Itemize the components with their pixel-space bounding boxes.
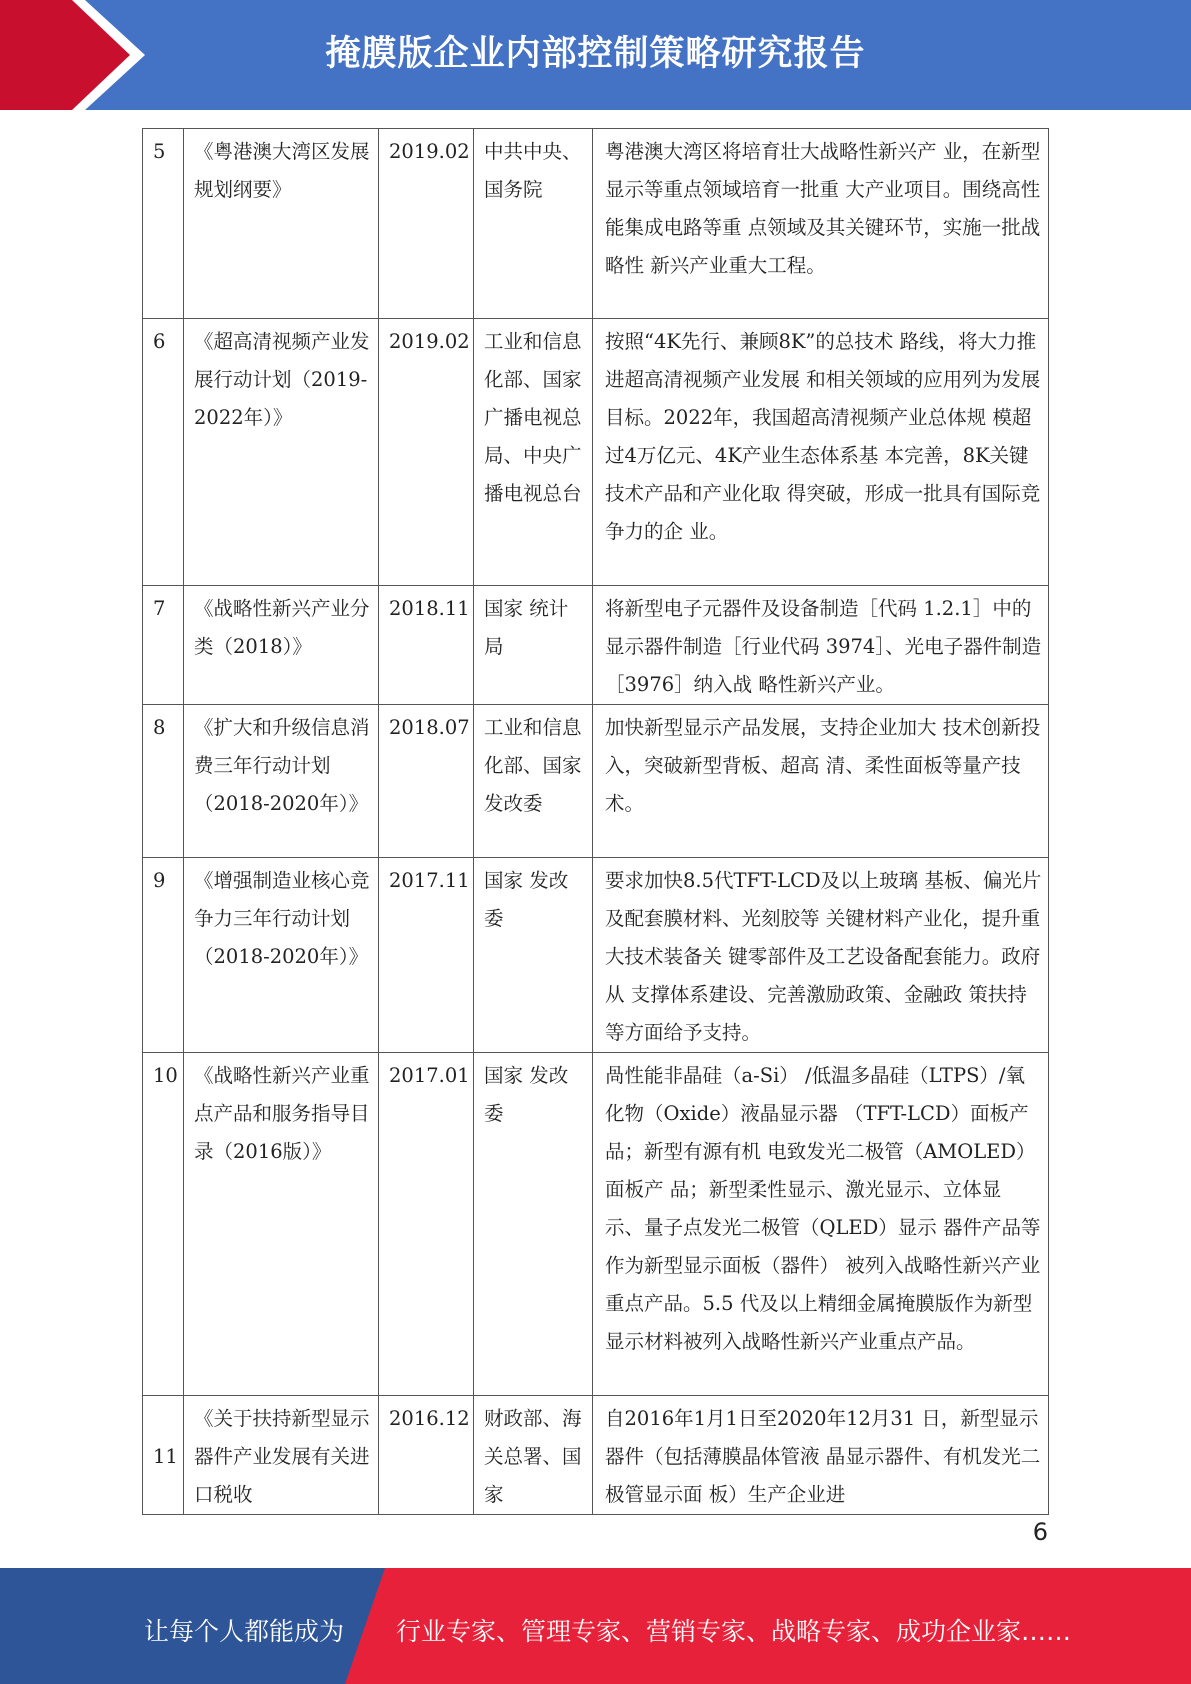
policy-content: 要求加快8.5代TFT-LCD及以上玻璃 基板、偏光片及配套膜材料、光刻胶等 关键材料产业化，提升重大技术装备关 键零部件及工艺设备配套能力。政府从 支撑体系建设、完善激励政策、金融政 策扶持等方面给予支持。: [593, 858, 1049, 1053]
policy-date: 2017.11: [379, 858, 474, 1053]
policy-table: [142, 128, 1049, 1515]
row-number: 9: [143, 858, 184, 1053]
policy-date: 2017.01: [379, 1053, 474, 1396]
policy-name: 《关于扶持新型显示器件产业发展有关进口税收: [184, 1396, 379, 1515]
table-row: [143, 1053, 1049, 1396]
table-row: [143, 319, 1049, 586]
row-number: 11: [143, 1396, 184, 1515]
footer-slogan-left: 让每个人都能成为: [144, 1617, 345, 1646]
table-row: [143, 129, 1049, 319]
policy-name: 《战略性新兴产业分类（2018）》: [184, 586, 379, 705]
row-number: 5: [143, 129, 184, 319]
table-row: [143, 858, 1049, 1053]
row-number: 10: [143, 1053, 184, 1396]
table-row: [143, 586, 1049, 705]
policy-issuer: 国家 统计局: [474, 586, 593, 705]
policy-name: 《超高清视频产业发展行动计划（2019-2022年）》: [184, 319, 379, 586]
policy-content: 将新型电子元器件及设备制造［代码 1.2.1］中的显示器件制造［行业代码 3974］、光电子器件制造［3976］纳入战 略性新兴产业。: [593, 586, 1049, 705]
policy-name: 《粤港澳大湾区发展规划纲要》: [184, 129, 379, 319]
row-number: 8: [143, 705, 184, 858]
table-row: [143, 705, 1049, 858]
row-number: 7: [143, 586, 184, 705]
policy-content: 加快新型显示产品发展，支持企业加大 技术创新投入，突破新型背板、超高 清、柔性面板等量产技术。: [593, 705, 1049, 858]
policy-content: 粤港澳大湾区将培育壮大战略性新兴产 业，在新型显示等重点领域培育一批重 大产业项目。围绕高性能集成电路等重 点领域及其关键环节，实施一批战略性 新兴产业重大工程。: [593, 129, 1049, 319]
policy-date: 2019.02: [379, 129, 474, 319]
policy-table-container: [142, 128, 1049, 1515]
policy-content: 自2016年1月1日至2020年12月31 日，新型显示器件（包括薄膜晶体管液 晶显示器件、有机发光二极管显示面 板）生产企业进: [593, 1396, 1049, 1515]
page-number: 6: [1032, 1518, 1048, 1546]
report-title: 掩膜版企业内部控制策略研究报告: [325, 34, 866, 74]
policy-date: 2018.11: [379, 586, 474, 705]
policy-issuer: 工业和信息化部、国家发改委: [474, 705, 593, 858]
policy-content: 按照“4K先行、兼顾8K”的总技术 路线，将大力推进超高清视频产业发展 和相关领域的应用列为发展目标。2022年，我国超高清视频产业总体规 模超过4万亿元、4K产业生态体系基 本完善，8K关键技术产品和产业化取 得突破，形成一批具有国际竞争力的企 业。: [593, 319, 1049, 586]
policy-name: 《战略性新兴产业重点产品和服务指导目录（2016版）》: [184, 1053, 379, 1396]
policy-date: 2018.07: [379, 705, 474, 858]
policy-date: 2019.02: [379, 319, 474, 586]
table-row: [143, 1396, 1049, 1515]
page-header: [0, 0, 1191, 110]
policy-issuer: 财政部、海关总署、国家: [474, 1396, 593, 1515]
footer-slogan-right: 行业专家、管理专家、营销专家、战略专家、成功企业家……: [396, 1617, 1072, 1646]
row-number: 6: [143, 319, 184, 586]
policy-issuer: 中共中央、国务院: [474, 129, 593, 319]
policy-date: 2016.12: [379, 1396, 474, 1515]
policy-issuer: 国家 发改委: [474, 1053, 593, 1396]
policy-name: 《扩大和升级信息消费三年行动计划（2018-2020年）》: [184, 705, 379, 858]
policy-name: 《增强制造业核心竞争力三年行动计划（2018-2020年）》: [184, 858, 379, 1053]
policy-issuer: 国家 发改委: [474, 858, 593, 1053]
policy-content: 咼性能非晶硅（a-Si） /低温多晶硅（LTPS）/氧化物（Oxide）液晶显示器 （TFT-LCD）面板产品；新型有源有机 电致发光二极管（AMOLED）面板产 品；新型柔性显示、激光显示、立体显 示、量子点发光二极管（QLED）显示 器件产品等作为新型显示面板（器件） 被列入战略性新兴产业重点产品。5.5 代及以上精细金属掩膜版作为新型显示材料被列入战略性新兴产业重点产品。: [593, 1053, 1049, 1396]
page-footer: [0, 1568, 1191, 1684]
policy-issuer: 工业和信息化部、国家广播电视总局、中央广播电视总台: [474, 319, 593, 586]
